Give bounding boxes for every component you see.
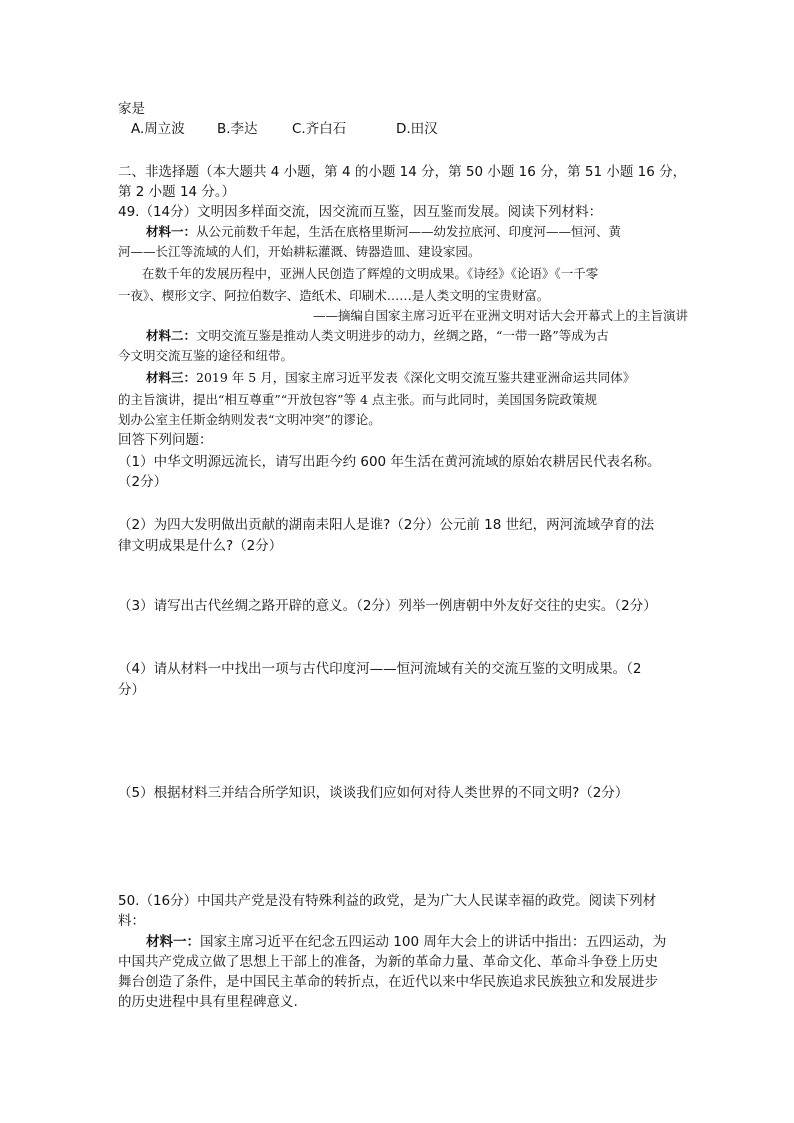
q49-material1-line4: 一夜》、楔形文字、阿拉伯数字、造纸术、印刷术……是人类文明的宝贵财富。: [118, 288, 550, 303]
q49-sub3: （3）请写出古代丝绸之路开辟的意义。（2分）列举一例唐朝中外友好交往的史实。（2分）: [118, 598, 657, 614]
q50-intro-line2: 料：: [118, 913, 145, 929]
q49-sub1-line1: （1）中华文明源远流长，请写出距今约 600 年生活在黄河流域的原始农耕居民代表名称。: [118, 454, 661, 470]
q48-option-c: C.齐白石: [292, 121, 347, 137]
q49-sub4-line2: 分）: [118, 682, 145, 698]
q49-material2-line1: 材料二：文明交流互鉴是推动人类文明进步的动力，丝绸之路，“一带一路”等成为古: [146, 328, 609, 343]
q48-option-b: B.李达: [217, 121, 258, 137]
q49-material3-line3: 划办公室主任斯金纳则发表“文明冲突”的谬论。: [118, 412, 381, 427]
q50-material1-line2: 中国共产党成立做了思想上干部上的准备，为新的革命力量、革命文化、革命斗争登上历史: [118, 954, 658, 970]
section2-header-line1: 二、非选择题（本大题共 4 小题，第 4 的小题 14 分，第 50 小题 16 分，第 51 小题 16 分，: [118, 164, 687, 180]
q48-option-a: A.周立波: [131, 121, 185, 137]
q49-material2-line2: 今文明交流互鉴的途径和纽带。: [118, 348, 294, 363]
q49-material1-source: ——摘编自国家主席习近平在亚洲文明对话大会开幕式上的主旨演讲: [312, 308, 688, 323]
q49-material1-line2: 河——长江等流域的人们，开始耕耘灌溉、铸器造皿、建设家园。: [118, 244, 481, 259]
q49-material3-label: 材料三：: [146, 370, 197, 385]
q50-material1-label: 材料一：: [146, 934, 200, 950]
q49-material1-label: 材料一：: [146, 224, 197, 239]
q49-sub1-line2: （2分）: [118, 474, 168, 490]
q49-sub2-line2: 律文明成果是什么?（2分）: [118, 538, 283, 554]
q48-option-d: D.田汉: [396, 121, 438, 137]
q50-material1-line1: 材料一：国家主席习近平在纪念五四运动 100 周年大会上的讲话中指出：五四运动，为: [146, 934, 667, 950]
q49-intro: 49.（14分）文明因多样面交流，因交流而互鉴，因互鉴而发展。阅读下列材料：: [118, 204, 603, 220]
q49-material1-line3: 在数千年的发展历程中，亚洲人民创造了辉煌的文明成果。《诗经》《论语》《一千零: [142, 266, 599, 281]
q49-material1-line1: 材料一：从公元前数千年起，生活在底格里斯河——幼发拉底河、印度河——恒河、黄: [146, 224, 622, 239]
q49-sub5: （5）根据材料三并结合所学知识，谈谈我们应如何对待人类世界的不同文明?（2分）: [118, 785, 629, 801]
q49-material2-label: 材料二：: [146, 328, 197, 343]
q49-sub4-line1: （4）请从材料一中找出一项与古代印度河——恒河流域有关的交流互鉴的文明成果。（2: [118, 661, 642, 677]
section2-header-line2: 第 2 小题 14 分。）: [118, 184, 236, 200]
q48-stem-end: 家是: [118, 101, 145, 117]
q49-sub2-line1: （2）为四大发明做出贡献的湖南耒阳人是谁?（2分）公元前 18 世纪，两河流域孕育的法: [118, 517, 655, 533]
q49-material3-line1: 材料三：2019 年 5 月，国家主席习近平发表《深化文明交流互鉴共建亚洲命运共同体》: [146, 370, 636, 385]
q50-material1-line4: 的历史进程中具有里程碑意义.: [118, 994, 298, 1010]
q50-material1-line3: 舞台创造了条件，是中国民主革命的转折点，在近代以来中华民族追求民族独立和发展进步: [118, 974, 658, 990]
q49-answer-prompt: 回答下列问题：: [118, 432, 213, 448]
q50-intro-line1: 50.（16分）中国共产党是没有特殊利益的政党，是为广大人民谋幸福的政党。阅读下列材: [118, 893, 657, 909]
q49-material3-line2: 的主旨演讲，提出“相互尊重”“开放包容”等 4 点主张。而与此同时，美国国务院政策规: [118, 392, 597, 407]
